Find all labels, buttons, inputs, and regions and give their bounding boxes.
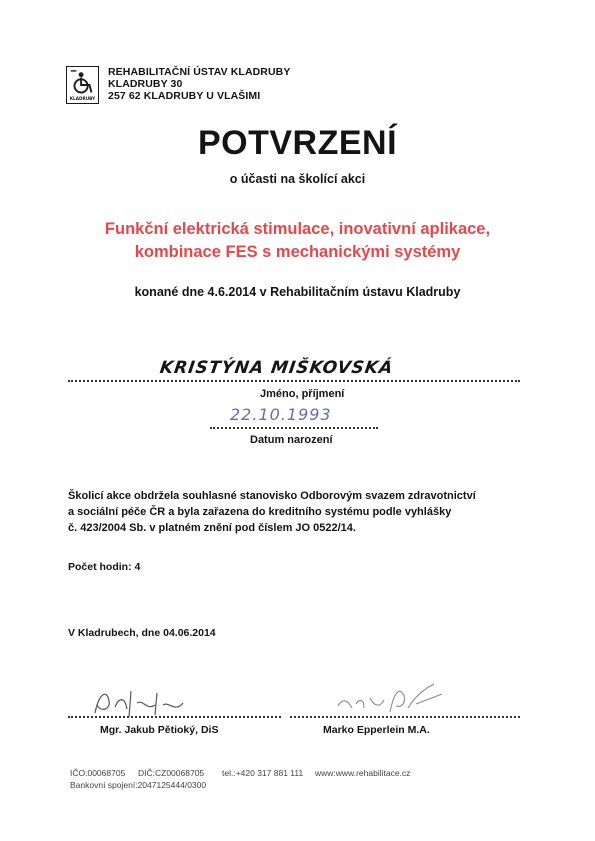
name-label: Jméno, příjmení (260, 388, 345, 400)
document-title: POTVRZENÍ (197, 124, 398, 162)
participant-name-handwritten: KRISTÝNA MIŠKOVSKÁ (158, 358, 395, 378)
footer-bank: Bankovní spojení:2047125444/0300 (70, 780, 207, 790)
course-title-line2: kombinace FES s mechanickými systémy (134, 243, 461, 261)
accreditation-line3: č. 423/2004 Sb. v platném znění pod číslem JO 0522/14. (68, 522, 356, 534)
right-signatory-name: Marko Epperlein M.A. (323, 724, 430, 736)
name-dotted-line (68, 380, 520, 382)
footer-tel: tel.:+420 317 881 111 (222, 768, 304, 778)
footer-dic: DIČ:CZ00068705 (138, 768, 205, 778)
course-title-line1: Funkční elektrická stimulace, inovativní aplikace, (104, 220, 491, 238)
institution-logo (66, 66, 99, 104)
held-at-text: konané dne 4.6.2014 v Rehabilitačním ústavu Kladruby (134, 285, 461, 299)
hours-count: Počet hodin: 4 (68, 561, 141, 573)
logo-text: KLADRUBY (69, 96, 96, 102)
birth-label: Datum narození (250, 434, 333, 446)
wheelchair-logo-icon (67, 67, 98, 103)
accreditation-line2: a sociální péče ČR a byla zařazena do kreditního systému podle vyhlášky (68, 506, 452, 518)
left-signatory-name: Mgr. Jakub Pětioký, DiS (100, 724, 219, 736)
place-date: V Kladrubech, dne 04.06.2014 (68, 627, 216, 639)
institution-city: 257 62 KLADRUBY U VLAŠIMI (108, 90, 261, 102)
right-signature-graphic (330, 678, 450, 720)
footer-web: www:www.rehabilitace.cz (315, 768, 411, 778)
footer-ico: IČO:00068705 (70, 768, 126, 778)
accreditation-line1: Školicí akce obdržela souhlasné stanovisko Odborovým svazem zdravotnictví (68, 490, 476, 502)
left-signature-line (68, 716, 281, 718)
document-subtitle: o účasti na školící akci (229, 172, 366, 186)
birth-dotted-line (210, 427, 378, 429)
birth-date-handwritten: 22.10.1993 (230, 405, 332, 424)
institution-name: REHABILITAČNÍ ÚSTAV KLADRUBY (108, 66, 291, 78)
institution-street: KLADRUBY 30 (108, 78, 183, 90)
right-signature-line (290, 716, 520, 718)
accreditation-paragraph (68, 488, 538, 536)
